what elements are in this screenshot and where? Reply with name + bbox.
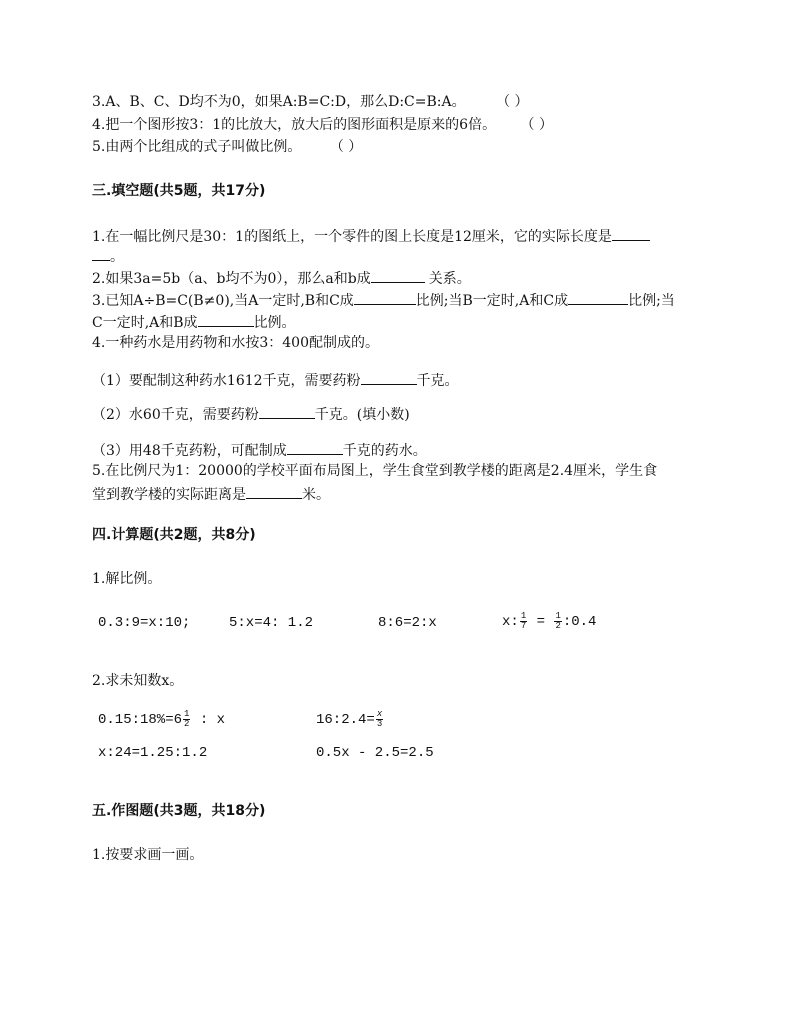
answer-blank[interactable] — [371, 268, 425, 283]
fraction-denominator: 7 — [520, 620, 527, 631]
fraction-numerator: 1 — [520, 610, 527, 621]
answer-blank[interactable] — [568, 290, 628, 305]
judge-q3-text: 3.A、B、C、D均不为0，如果A:B=C:D，那么D:C=B:A。 — [92, 94, 466, 110]
equation-5 — [98, 708, 225, 732]
fill-q4-1 — [92, 370, 459, 390]
calc-q1: 1.解比例。 — [92, 571, 162, 587]
answer-blank[interactable] — [259, 404, 315, 419]
equation-6 — [316, 708, 384, 732]
judge-q4 — [92, 116, 553, 134]
fill-q3-text-a: 3.已知A÷B=C(B≠0),当A一定时,B和C成 — [92, 293, 354, 309]
fill-q5-text: 堂到教学楼的实际距离是 — [92, 487, 246, 503]
fill-q3-text-e: 比例。 — [253, 315, 296, 331]
fill-q1-end: 。 — [110, 249, 124, 265]
fill-q4-3-text: （3）用48千克药粉，可配制成 — [92, 443, 287, 459]
fill-q4-2-end: 千克。(填小数) — [314, 407, 410, 423]
answer-blank[interactable] — [92, 246, 110, 261]
fill-q3-text-d: C一定时,A和B成 — [92, 315, 198, 331]
equation-1: 0.3:9=x:10; — [98, 615, 191, 631]
equation-4-post: :0.4 — [562, 614, 597, 630]
equation-5-post: : x — [191, 712, 226, 728]
fraction-denominator: 2 — [184, 718, 190, 729]
equation-4 — [502, 610, 596, 634]
fill-q4-1-end: 千克。 — [416, 373, 459, 389]
calc-q2: 2.求未知数x。 — [92, 673, 184, 689]
draw-q1: 1.按要求画一画。 — [92, 847, 204, 863]
fraction-numerator: 1 — [555, 610, 561, 621]
answer-paren[interactable]: （ ） — [496, 94, 529, 110]
fill-q1-text: 1.在一幅比例尺是30：1的图纸上，一个零件的图上长度是12厘米，它的实际长度是 — [92, 229, 612, 245]
fill-q2-end: 关系。 — [428, 271, 471, 287]
fill-q5-end: 米。 — [302, 487, 330, 503]
fill-q2-text: 2.如果3a=5b（a、b均不为0），那么a和b成 — [92, 271, 371, 287]
fill-q2 — [92, 268, 471, 288]
fraction-denominator: 3 — [376, 718, 383, 729]
judge-q5 — [92, 138, 362, 156]
fill-q1-line2 — [92, 246, 124, 266]
fill-q4-2-text: （2）水60千克，需要药粉 — [92, 407, 259, 423]
fraction — [520, 612, 527, 631]
equation-4-mid: = — [528, 614, 554, 630]
fraction-variable: x — [376, 708, 383, 719]
equation-6-pre: 16:2.4= — [316, 712, 375, 728]
equation-5-pre: 0.15:18%=6 — [98, 712, 183, 728]
equation-8: 0.5x - 2.5=2.5 — [316, 745, 434, 761]
fill-q1-line1 — [92, 226, 650, 246]
equation-7: x:24=1.25:1.2 — [98, 745, 208, 761]
fill-q4-1-text: （1）要配制这种药水1612千克，需要药粉 — [92, 373, 361, 389]
fraction — [554, 612, 561, 631]
fraction — [376, 710, 383, 729]
judge-q3 — [92, 93, 529, 111]
answer-blank[interactable] — [246, 484, 302, 499]
fill-q3-text-c: 比例;当 — [628, 293, 675, 309]
fill-q4-2 — [92, 404, 410, 424]
answer-paren[interactable]: （ ） — [329, 139, 363, 155]
answer-blank[interactable] — [361, 370, 417, 385]
judge-q4-text: 4.把一个图形按3：1的比放大，放大后的图形面积是原来的6倍。 — [92, 117, 497, 133]
answer-blank[interactable] — [354, 290, 416, 305]
section-heading-fill: 三.填空题(共5题，共17分) — [92, 183, 266, 199]
fill-q5-line2 — [92, 484, 330, 504]
fill-q3-text-b: 比例;当B一定时,A和C成 — [415, 293, 569, 309]
answer-blank[interactable] — [612, 226, 650, 241]
judge-q5-text: 5.由两个比组成的式子叫做比例。 — [92, 139, 302, 155]
fill-q4-3 — [92, 440, 427, 460]
section-heading-draw: 五.作图题(共3题，共18分) — [92, 803, 266, 819]
fill-q4: 4.一种药水是用药物和水按3：400配制成的。 — [92, 335, 379, 351]
answer-blank[interactable] — [287, 440, 343, 455]
fraction-denominator: 2 — [555, 620, 561, 631]
fill-q3-line2 — [92, 312, 296, 332]
equation-4-pre: x: — [502, 614, 519, 630]
answer-paren[interactable]: （ ） — [520, 117, 553, 133]
equation-2: 5:x=4: 1.2 — [229, 615, 314, 631]
fill-q3-line1 — [92, 290, 675, 310]
section-heading-calc: 四.计算题(共2题，共8分) — [92, 527, 256, 543]
fraction — [183, 710, 190, 729]
answer-blank[interactable] — [198, 312, 254, 327]
fill-q5-line1: 5.在比例尺为1：20000的学校平面布局图上，学生食堂到教学楼的距离是2.4厘米，学生食 — [92, 463, 658, 479]
equation-3: 8:6=2:x — [378, 615, 437, 631]
fraction-numerator: 1 — [184, 708, 190, 719]
fill-q4-3-end: 千克的药水。 — [342, 443, 427, 459]
